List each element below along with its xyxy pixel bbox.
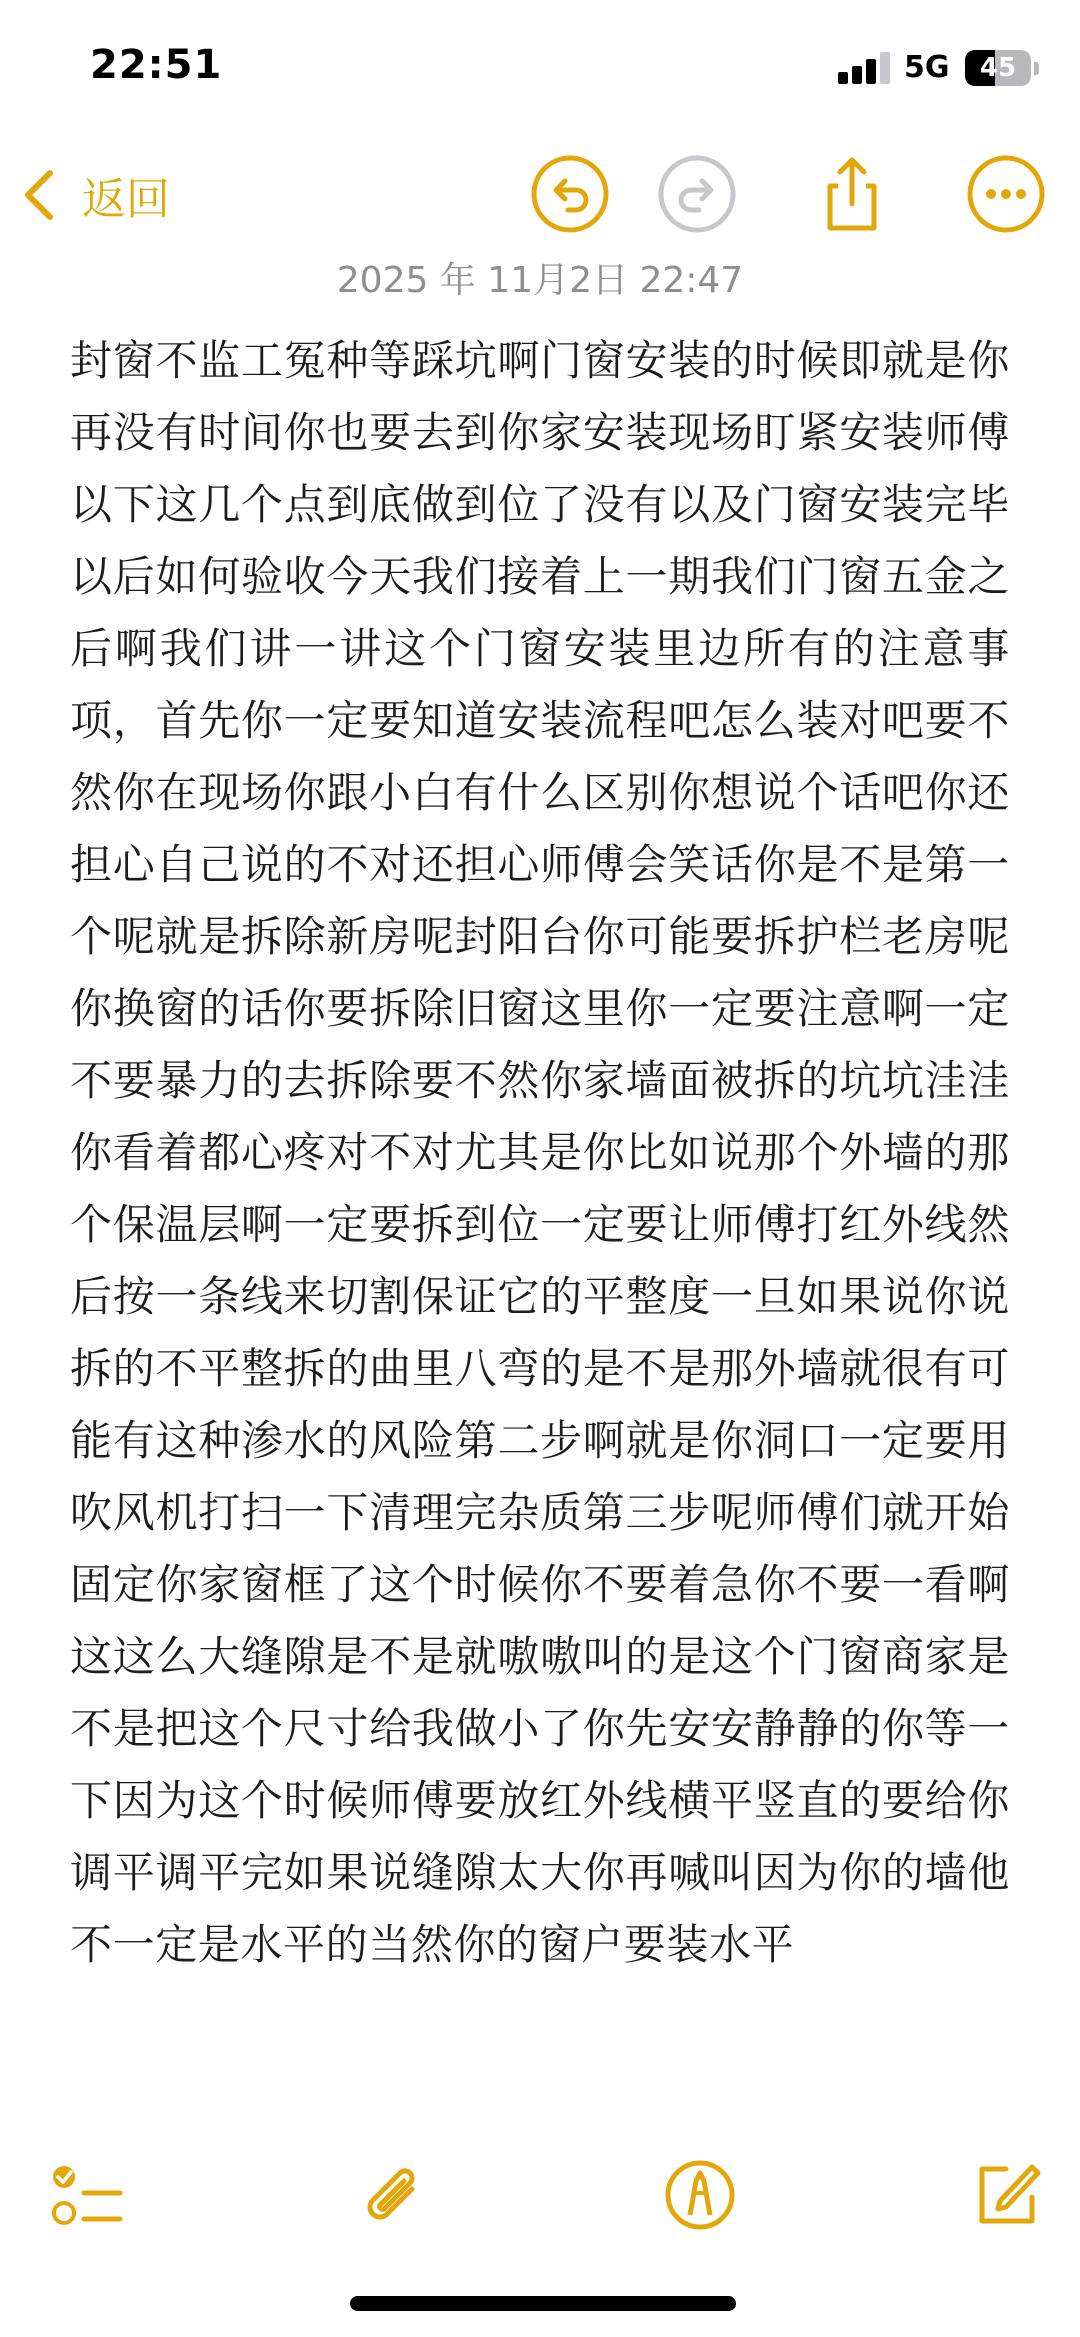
share-icon [810, 152, 894, 236]
home-indicator[interactable] [350, 2296, 736, 2311]
markup-button[interactable] [660, 2155, 740, 2235]
navigation-bar [0, 140, 1080, 250]
undo-icon [528, 152, 612, 236]
checklist-button[interactable] [48, 2155, 128, 2235]
markup-pen-icon [660, 2155, 740, 2235]
network-type: 5G [904, 50, 950, 85]
checklist-icon [48, 2155, 128, 2235]
battery-tip [1034, 62, 1039, 75]
cellular-signal-icon [838, 52, 894, 84]
back-button[interactable] [20, 158, 170, 232]
attachment-button[interactable] [352, 2155, 432, 2235]
bottom-toolbar [0, 2155, 1080, 2245]
status-time: 22:51 [90, 42, 223, 88]
redo-button[interactable] [655, 152, 739, 236]
more-button[interactable] [964, 152, 1048, 236]
compose-icon [966, 2155, 1046, 2235]
paperclip-icon [352, 2155, 432, 2235]
undo-button[interactable] [528, 152, 612, 236]
back-label: 返回 [82, 174, 170, 225]
chevron-left-icon [20, 165, 60, 225]
note-body-text[interactable]: 封窗不监工冤种等踩坑啊门窗安装的时候即就是你再没有时间你也要去到你家安装现场盯紧安装师傅以下这几个点到底做到位了没有以及门窗安装完毕以后如何验收今天我们接着上一期我们门窗五金之后啊我们讲一讲这个门窗安装里边所有的注意事项，首先你一定要知道安装流程吧怎么装对吧要不然你在现场你跟小白有什么区别你想说个话吧你还担心自己说的不对还担心师傅会笑话你是不是第一个呢就是拆除新房呢封阳台你可能要拆护栏老房呢你换窗的话你要拆除旧窗这里你一定要注意啊一定不要暴力的去拆除要不然你家墙面被拆的坑坑洼洼你看着都心疼对不对尤其是你比如说那个外墙的那个保温层啊一定要拆到位一定要让师傅打红外线然后按一条线来切割保证它的平整度一旦如果说你说拆的不平整拆的曲里八弯的是不是那外墙就很有可能有这种渗水的风险第二步啊就是你洞口一定要用吹风机打扫一下清理完杂质第三步呢师傅们就开始固定你家窗框了这个时候你不要着急你不要一看啊这这么大缝隙是不是就嗷嗷叫的是这个门窗商家是不是把这个尺寸给我做小了你先安安静静的你等一下因为这个时候师傅要放红外线横平竖直的要给你调平调平完如果说缝隙太大你再喊叫因为你的墙他不一定是水平的当然你的窗户要装水平 [70, 336, 1010, 1969]
new-note-button[interactable] [966, 2155, 1046, 2235]
note-timestamp: 2025 年 11月2日 22:47 [336, 260, 744, 301]
status-bar [0, 0, 1080, 140]
share-button[interactable] [810, 152, 894, 236]
battery-percent: 45 [979, 53, 1017, 83]
battery-icon [965, 50, 1031, 86]
more-icon [964, 152, 1048, 236]
redo-icon [655, 152, 739, 236]
